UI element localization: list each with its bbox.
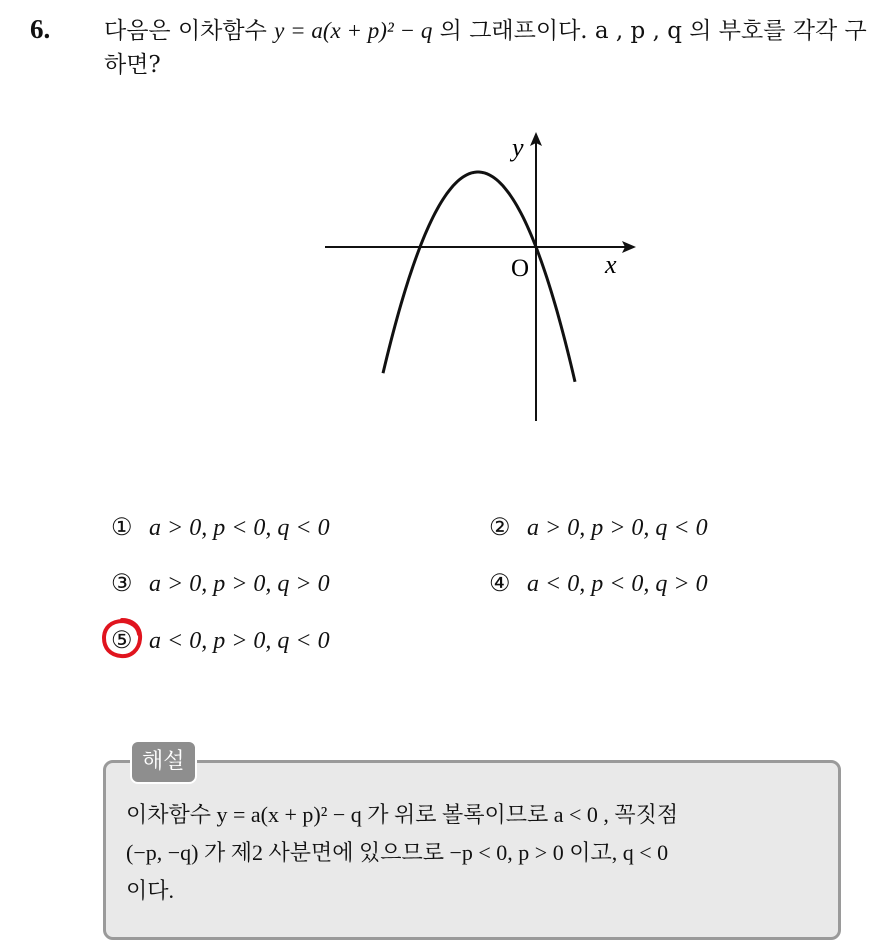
choice-4-number: ④ [489,571,511,597]
question-number: 6. [30,14,51,44]
choice-4-text: a < 0, p < 0, q > 0 [527,571,708,597]
choice-3-text: a > 0, p > 0, q > 0 [149,571,330,597]
y-axis-label: y [512,133,524,162]
choice-5[interactable] [111,626,330,655]
choice-3-number: ③ [111,571,133,597]
solution-line-2: (−p, −q) 가 제2 사분면에 있으므로 −p < 0, p > 0 이고, q < 0 [126,840,669,865]
x-axis-arrow [622,241,636,253]
y-axis-arrow [530,132,542,146]
choice-1-number: ① [111,515,133,541]
solution-line-1: 이차함수 y = a(x + p)² − q 가 위로 볼록이므로 a < 0 , 꼭짓점 [126,802,679,827]
solution-line-3: 이다. [126,878,175,903]
choice-2-number: ② [489,515,511,541]
solution-text [126,796,831,910]
x-axis-label: x [605,250,617,279]
choice-1-text: a > 0, p < 0, q < 0 [149,515,330,541]
choice-4[interactable] [489,569,708,598]
answer-circle-mark [101,617,143,659]
choice-5-text: a < 0, p > 0, q < 0 [149,628,330,654]
origin-label: O [511,255,530,282]
solution-tag: 해설 [130,740,197,784]
choice-2[interactable] [489,513,708,542]
choice-2-text: a > 0, p > 0, q < 0 [527,515,708,541]
choice-5-number: ⑤ [111,628,133,654]
question-text-post: 의 그래프이다. a , p , q 의 부호를 각각 구하면? [104,18,867,78]
question-text [104,14,874,82]
parabola-curve [383,172,575,382]
question-formula: y = a(x + p)² − q [274,18,433,43]
choice-1[interactable] [111,513,330,542]
choice-3[interactable] [111,569,330,598]
question-text-pre: 다음은 이차함수 [104,18,275,44]
